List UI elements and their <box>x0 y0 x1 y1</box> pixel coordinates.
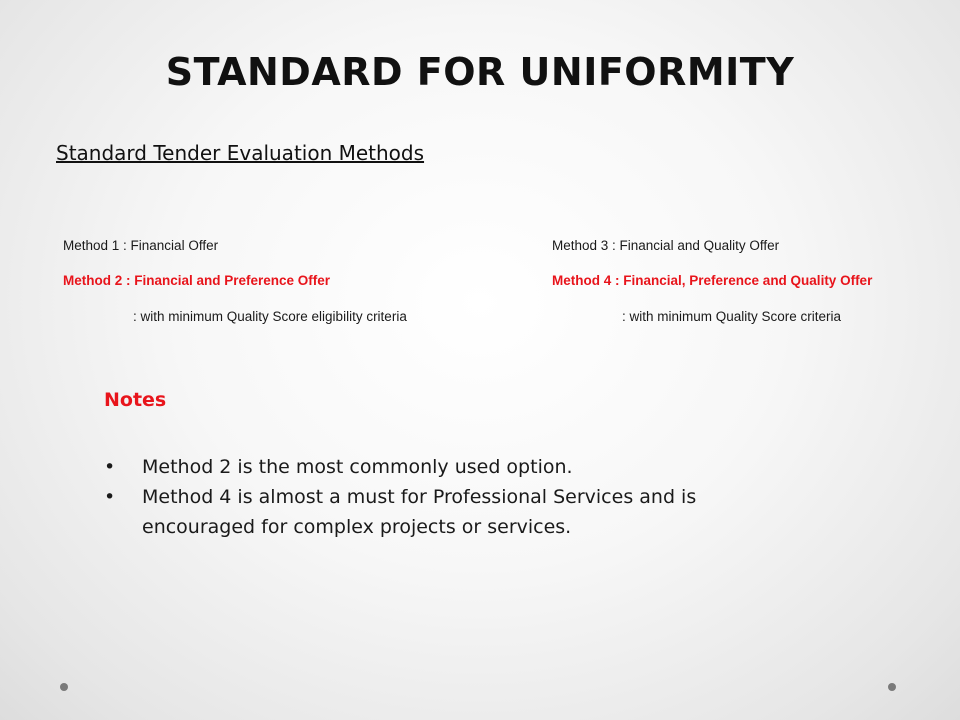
slide-title: STANDARD FOR UNIFORMITY <box>165 50 795 94</box>
decorative-dot-icon <box>60 683 68 691</box>
notes-item-text: Method 2 is the most commonly used option. <box>142 456 573 478</box>
method-3-label: Method 3 : Financial and Quality Offer <box>552 238 780 253</box>
slide-subtitle: Standard Tender Evaluation Methods <box>56 141 425 165</box>
bullet-icon: • <box>104 456 116 478</box>
method-1-label: Method 1 : Financial Offer <box>63 238 219 253</box>
notes-list <box>104 452 804 542</box>
bullet-icon: • <box>104 486 116 508</box>
notes-item-text: Method 4 is almost a must for Professional Services and is encouraged for complex projects or services. <box>142 486 697 538</box>
notes-item <box>104 482 804 542</box>
method-2-label: Method 2 : Financial and Preference Offer <box>63 273 331 288</box>
notes-item <box>104 452 804 482</box>
method-4-criteria: : with minimum Quality Score criteria <box>622 309 842 324</box>
method-2-criteria: : with minimum Quality Score eligibility criteria <box>133 309 407 324</box>
method-4-label: Method 4 : Financial, Preference and Quality Offer <box>552 273 873 288</box>
decorative-dot-icon <box>888 683 896 691</box>
notes-heading: Notes <box>104 389 167 411</box>
